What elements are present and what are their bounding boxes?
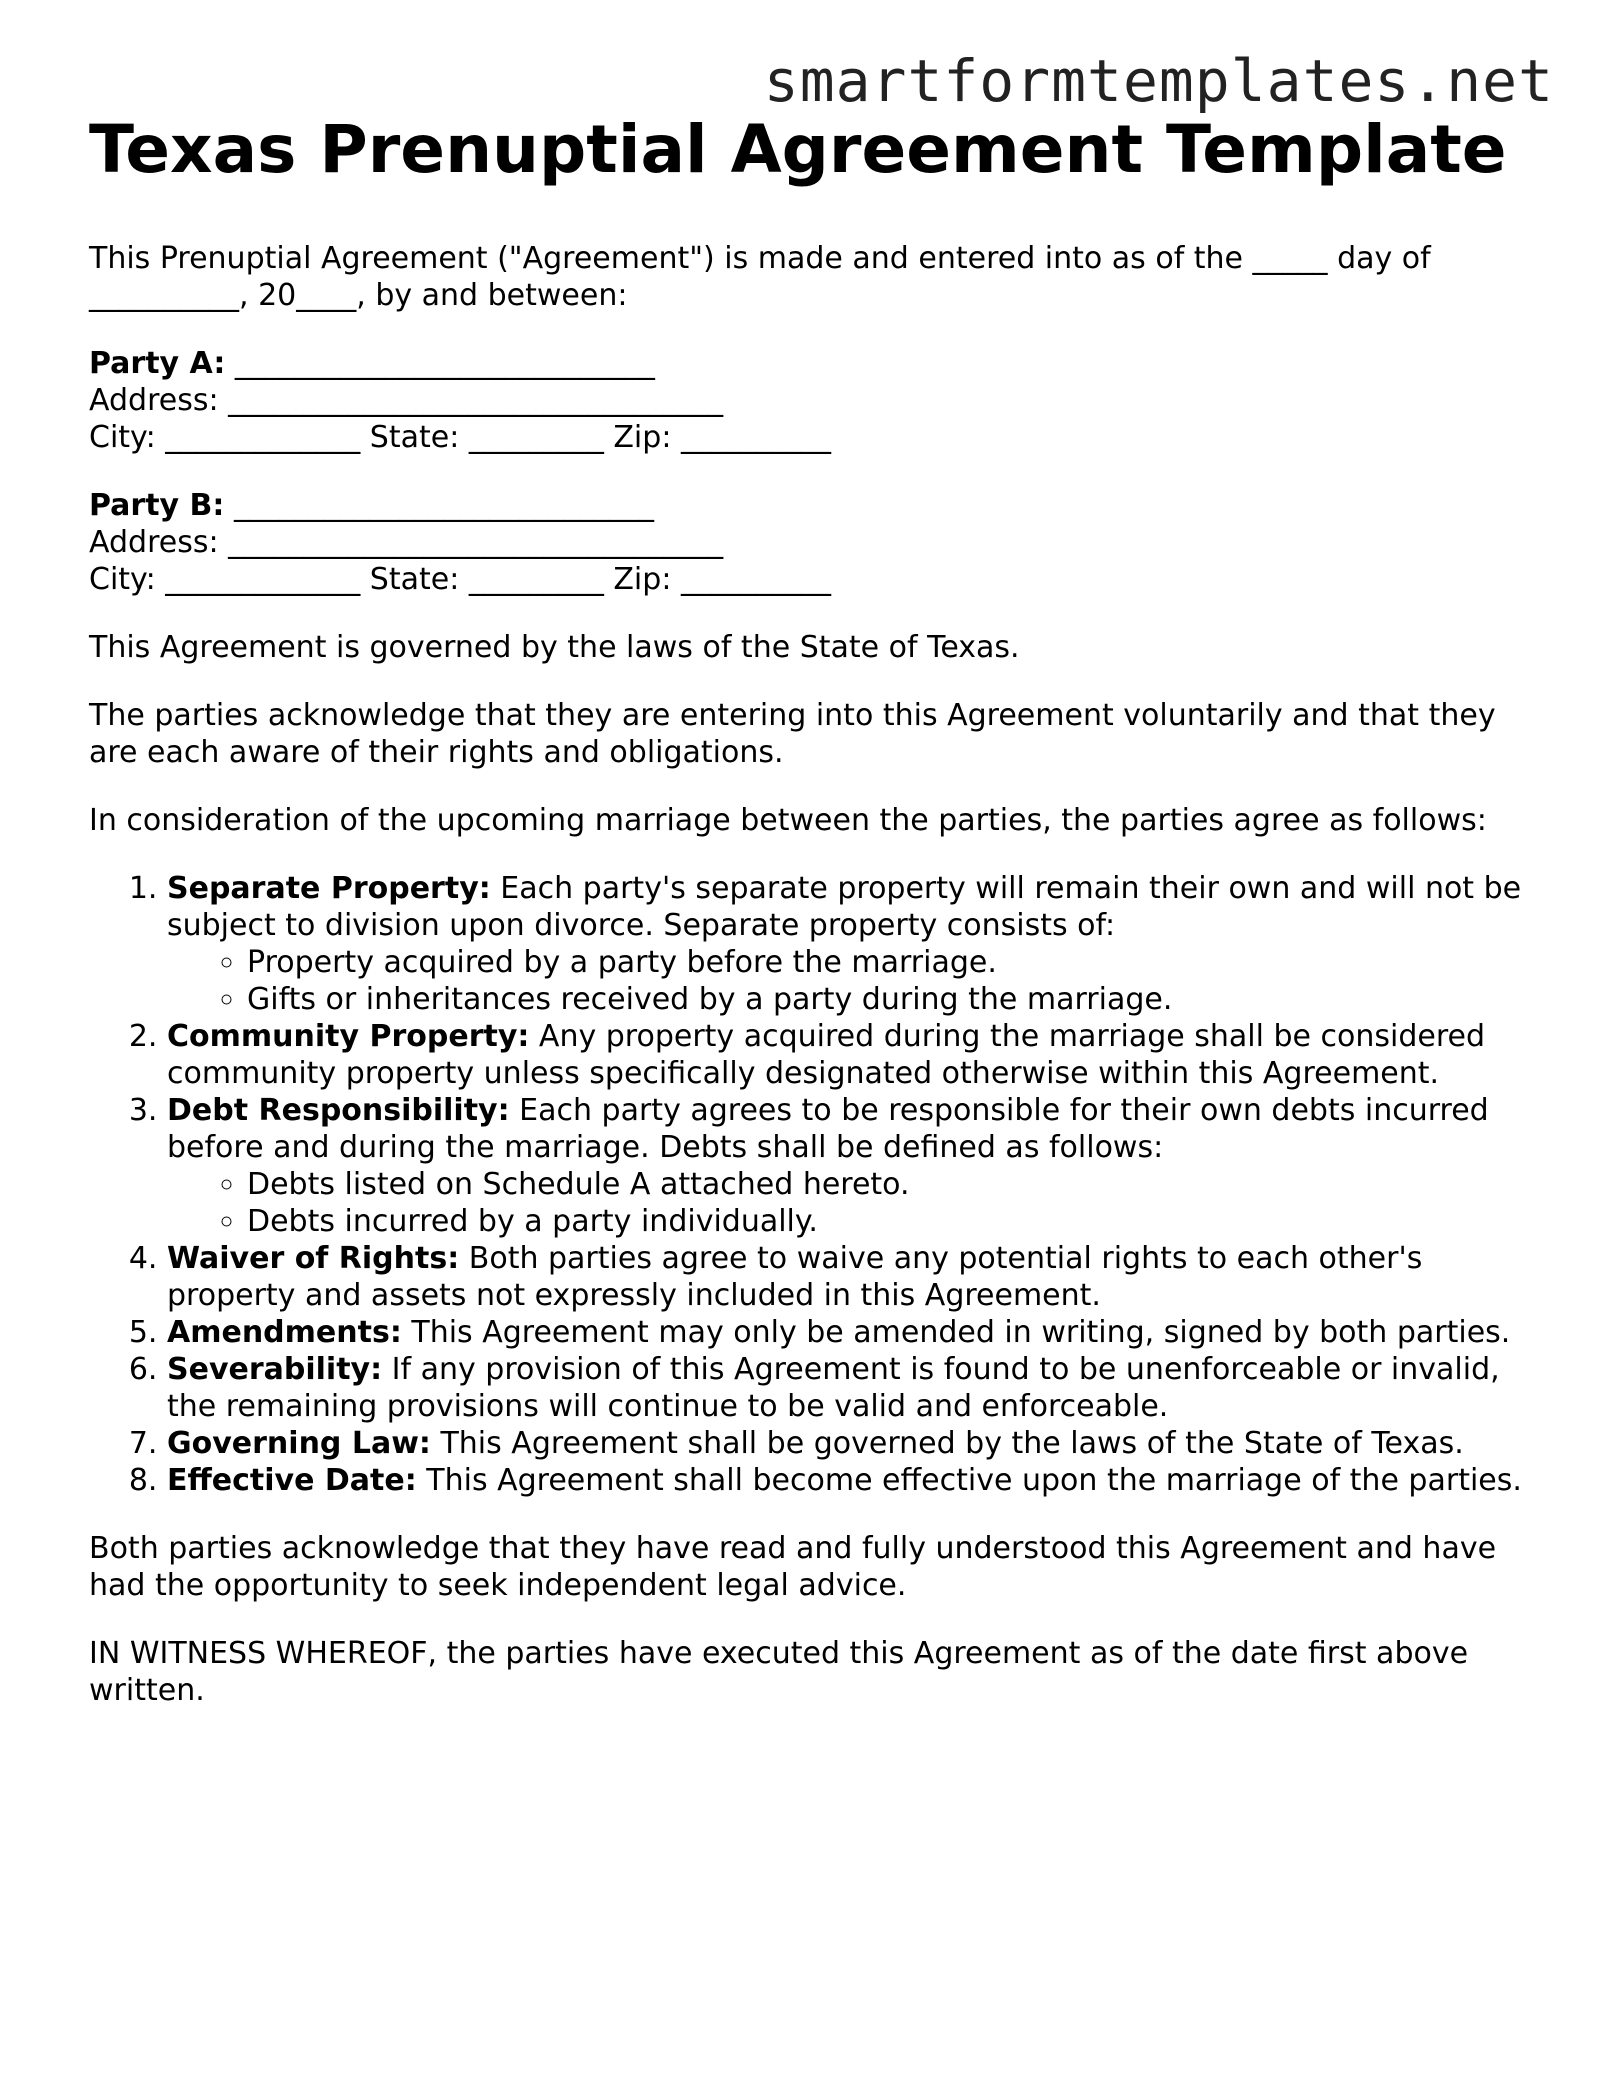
clause-title: Debt Responsibility: [167,1093,510,1128]
clause-item [167,1314,1529,1351]
clause-title: Waiver of Rights: [167,1241,460,1276]
clause-sublist [167,1166,1529,1240]
clause-text: This Agreement shall become effective upon the marriage of the parties. [416,1463,1522,1498]
party-b-block [89,487,1529,598]
clause-text: Each party agrees to be responsible for their own debts incurred before and during the marriage. Debts shall be defined as follows: [167,1093,1489,1165]
clause-item [167,1240,1529,1314]
both-acknowledge-paragraph: Both parties acknowledge that they have read and fully understood this Agreement and have had the opportunity to seek independent legal advice. [89,1531,1497,1603]
clause-title: Amendments: [167,1315,402,1350]
party-b-address-line: Address: _________________________________ [89,525,724,560]
witness-paragraph: IN WITNESS WHEREOF, the parties have executed this Agreement as of the date first above written. [89,1636,1469,1708]
acknowledge-paragraph: The parties acknowledge that they are entering into this Agreement voluntarily and that they are each aware of their rights and obligations. [89,698,1496,770]
clause-item [167,1351,1529,1425]
clause-subitem: ◦ Debts incurred by a party individually. [247,1203,1529,1240]
clause-item [167,1092,1529,1240]
clause-sublist [167,944,1529,1018]
clause-text: Any property acquired during the marriage shall be considered community property unless specifically designated otherwise within this Agreement. [167,1019,1486,1091]
party-b-name-blank: ____________________________ [224,488,654,523]
intro-paragraph: This Prenuptial Agreement ("Agreement") is made and entered into as of the _____ day of __________, 20____, by and between: [89,241,1431,313]
party-b-name-line [89,487,1529,524]
party-a-address-line: Address: _________________________________ [89,383,724,418]
clause-title: Effective Date: [167,1463,417,1498]
clause-text: Each party's separate property will remain their own and will not be subject to division upon divorce. Separate property consists of: [167,871,1522,943]
clause-title: Governing Law: [167,1426,431,1461]
clause-text: This Agreement shall be governed by the laws of the State of Texas. [430,1426,1464,1461]
party-a-name-line [89,345,1529,382]
party-a-city-line: City: _____________ State: _________ Zip: __________ [89,420,831,455]
clause-subitem: ◦ Gifts or inheritances received by a party during the marriage. [247,981,1529,1018]
clauses-list [89,870,1529,1499]
clause-item [167,1018,1529,1092]
party-a-name-blank: ____________________________ [225,346,655,381]
governed-paragraph: This Agreement is governed by the laws of the State of Texas. [89,630,1020,665]
clause-title: Community Property: [167,1019,530,1054]
clause-subitem: ◦ Property acquired by a party before the marriage. [247,944,1529,981]
party-a-block [89,345,1529,456]
clause-text: This Agreement may only be amended in writing, signed by both parties. [401,1315,1511,1350]
clause-item [167,870,1529,1018]
party-b-label: Party B: [89,488,225,523]
clause-title: Separate Property: [167,871,491,906]
document-title: Texas Prenuptial Agreement Template [89,111,1507,188]
site-watermark: smartformtemplates.net [763,47,1554,115]
clause-item [167,1462,1529,1499]
clause-title: Severability: [167,1352,383,1387]
clause-text: Both parties agree to waive any potential rights to each other's property and assets not expressly included in this Agreement. [167,1241,1423,1313]
clause-item [167,1425,1529,1462]
clause-subitem: ◦ Debts listed on Schedule A attached hereto. [247,1166,1529,1203]
clause-text: If any provision of this Agreement is found to be unenforceable or invalid, the remaining provisions will continue to be valid and enforceable. [167,1352,1500,1424]
consideration-paragraph: In consideration of the upcoming marriage between the parties, the parties agree as follows: [89,803,1487,838]
party-a-label: Party A: [89,346,226,381]
document-page [89,110,1529,1740]
party-b-city-line: City: _____________ State: _________ Zip: __________ [89,562,831,597]
